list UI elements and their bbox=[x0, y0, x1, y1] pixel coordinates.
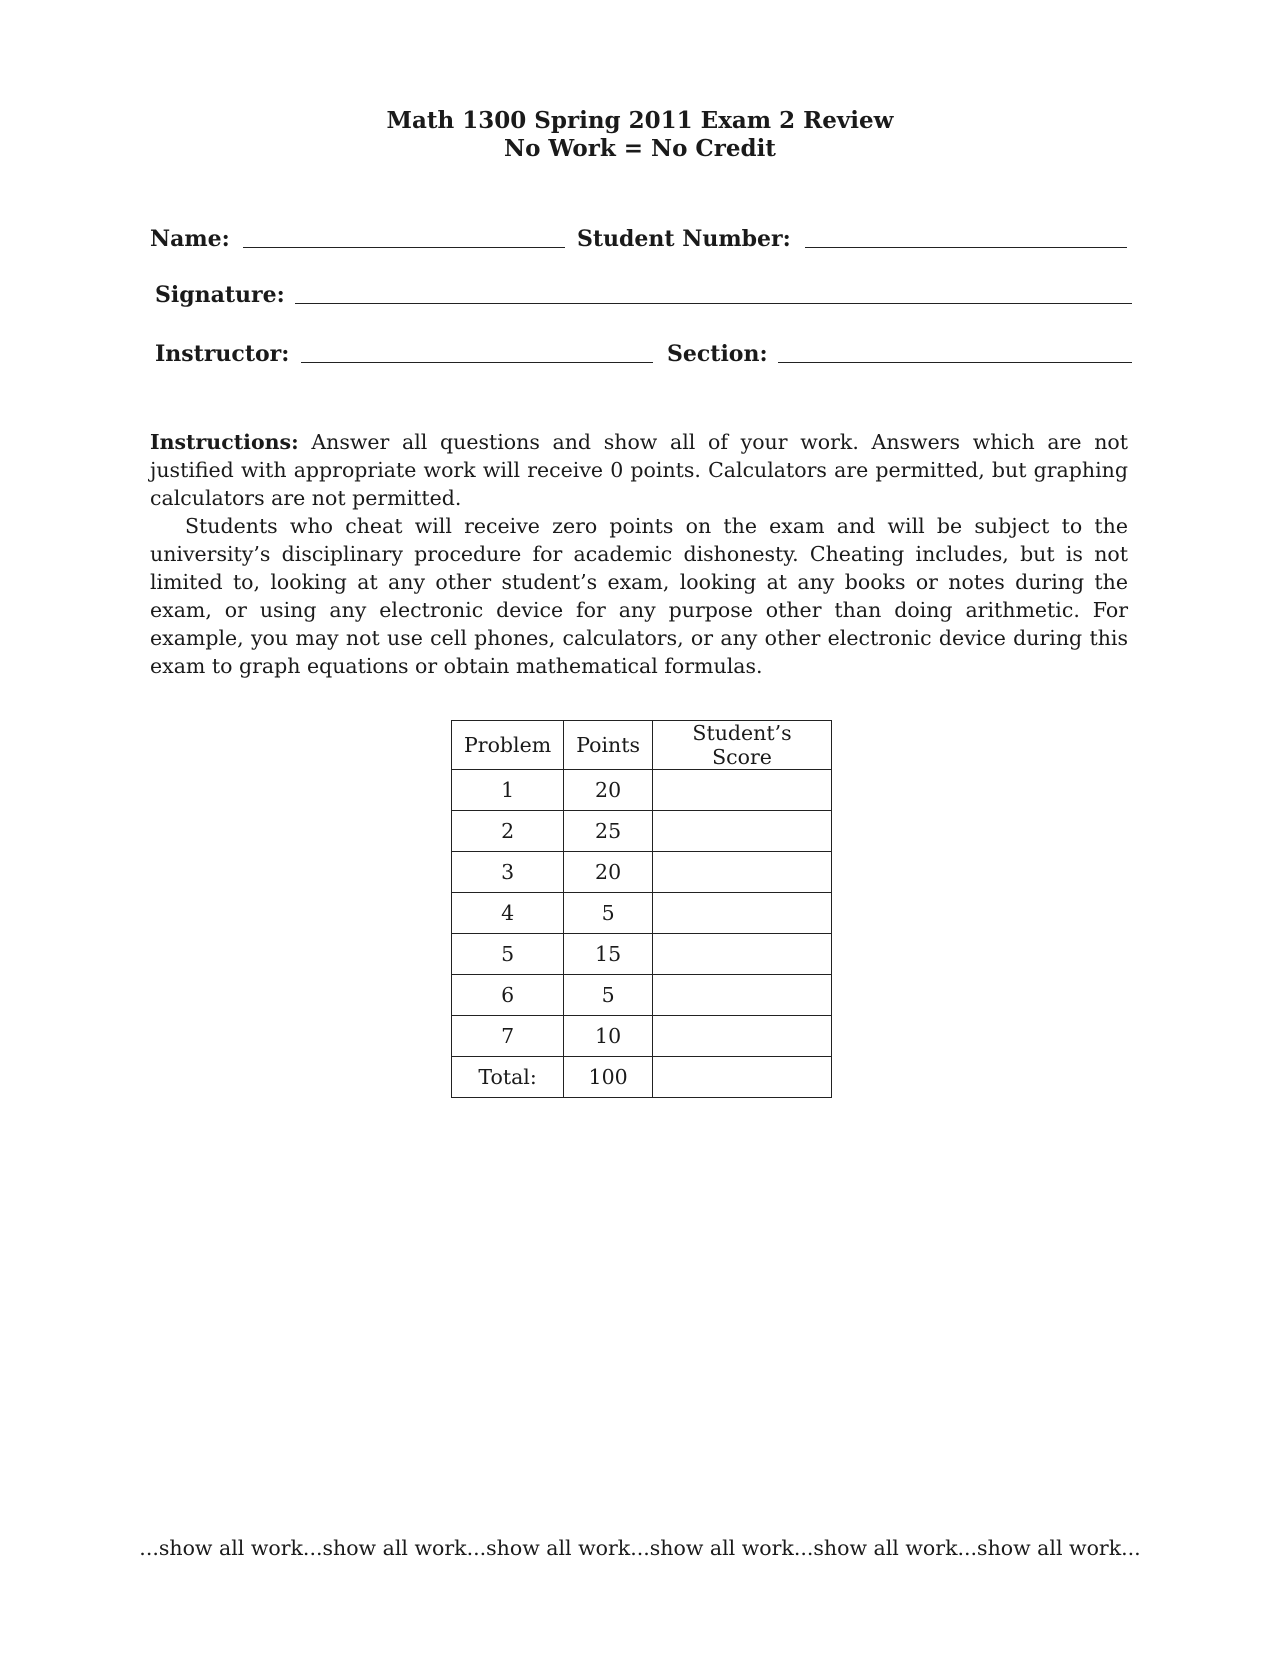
points-cell: 20 bbox=[564, 770, 653, 811]
signature-line[interactable] bbox=[295, 303, 1132, 304]
instructions-paragraph-2: Students who cheat will receive zero points on the exam and will be subject to the university’s disciplinary procedure for academic dishonesty. Cheating includes, but is not limited to, looking at any other student’s exam, looking at any books or notes during the exam, or using any electronic device for any purpose other than doing arithmetic. For example, you may not use cell phones, calculators, or any other electronic device during this exam to graph equations or obtain mathematical formulas. bbox=[150, 514, 1128, 678]
score-cell[interactable] bbox=[653, 893, 832, 934]
points-cell: 10 bbox=[564, 1016, 653, 1057]
instructions-paragraph-1 bbox=[150, 428, 1128, 512]
problem-cell: 5 bbox=[452, 934, 564, 975]
problem-cell: 7 bbox=[452, 1016, 564, 1057]
problem-cell: 3 bbox=[452, 852, 564, 893]
score-table bbox=[451, 720, 832, 1098]
points-cell: 15 bbox=[564, 934, 653, 975]
instructions-text-1: Answer all questions and show all of your work. Answers which are not justified with appropriate work will receive 0 points. Calculators are permitted, but graphing calculators are not permitted. bbox=[150, 430, 1128, 510]
points-cell: 5 bbox=[564, 893, 653, 934]
section-label: Section: bbox=[667, 341, 768, 367]
problem-cell: 2 bbox=[452, 811, 564, 852]
points-cell: 25 bbox=[564, 811, 653, 852]
name-label: Name: bbox=[150, 226, 230, 252]
instructor-label: Instructor: bbox=[155, 341, 290, 367]
header-problem: Problem bbox=[452, 721, 564, 770]
footer-show-all-work: ...show all work...show all work...show all work...show all work...show all work...show all work... bbox=[139, 1536, 1141, 1560]
table-row bbox=[452, 1016, 832, 1057]
instructions-block bbox=[150, 428, 1128, 680]
score-cell[interactable] bbox=[653, 975, 832, 1016]
signature-label: Signature: bbox=[155, 282, 285, 308]
problem-cell: 1 bbox=[452, 770, 564, 811]
name-line[interactable] bbox=[243, 247, 565, 248]
exam-title: Math 1300 Spring 2011 Exam 2 Review bbox=[386, 107, 894, 134]
instructor-line[interactable] bbox=[301, 362, 653, 363]
table-row bbox=[452, 975, 832, 1016]
table-row bbox=[452, 770, 832, 811]
student-number-line[interactable] bbox=[805, 247, 1127, 248]
score-cell[interactable] bbox=[653, 770, 832, 811]
total-points-cell: 100 bbox=[564, 1057, 653, 1098]
problem-cell: 6 bbox=[452, 975, 564, 1016]
score-cell[interactable] bbox=[653, 811, 832, 852]
total-row bbox=[452, 1057, 832, 1098]
points-cell: 5 bbox=[564, 975, 653, 1016]
score-cell[interactable] bbox=[653, 852, 832, 893]
table-row bbox=[452, 893, 832, 934]
score-cell[interactable] bbox=[653, 934, 832, 975]
total-score-cell[interactable] bbox=[653, 1057, 832, 1098]
section-line[interactable] bbox=[778, 362, 1132, 363]
points-cell: 20 bbox=[564, 852, 653, 893]
student-number-label: Student Number: bbox=[577, 226, 791, 252]
score-table-header-row bbox=[452, 721, 832, 770]
problem-cell: 4 bbox=[452, 893, 564, 934]
exam-subtitle: No Work = No Credit bbox=[504, 135, 776, 162]
header-points: Points bbox=[564, 721, 653, 770]
header-students-score: Student’s Score bbox=[653, 721, 832, 770]
total-label-cell: Total: bbox=[452, 1057, 564, 1098]
table-row bbox=[452, 811, 832, 852]
table-row bbox=[452, 934, 832, 975]
score-cell[interactable] bbox=[653, 1016, 832, 1057]
table-row bbox=[452, 852, 832, 893]
instructions-lead: Instructions: bbox=[150, 430, 299, 454]
